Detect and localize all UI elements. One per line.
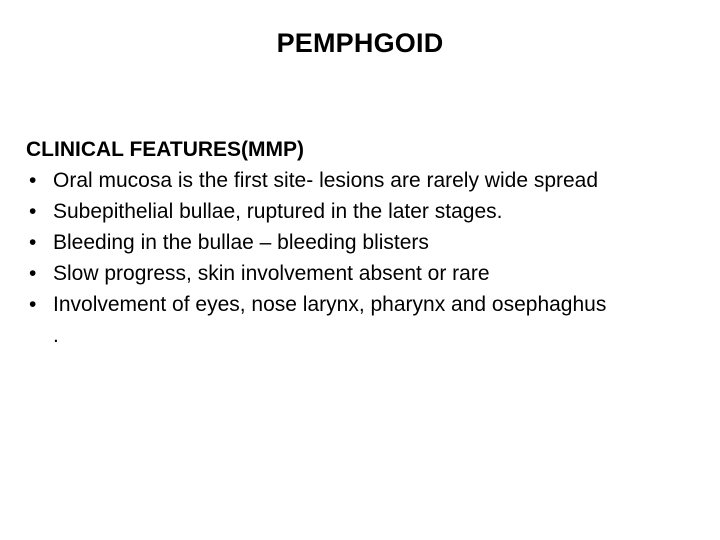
bullet-text: Bleeding in the bullae – bleeding blisters xyxy=(53,231,429,254)
bullet-text: Subepithelial bullae, ruptured in the later stages. xyxy=(53,200,503,223)
bullet-list xyxy=(26,165,718,351)
bullet-text: Involvement of eyes, nose larynx, pharynx and osephaghus . xyxy=(53,293,607,347)
bullet-dot-icon: • xyxy=(29,169,37,192)
bullet-item xyxy=(26,196,718,227)
bullet-text: Slow progress, skin involvement absent or rare xyxy=(53,262,490,285)
slide-title: PEMPHGOID xyxy=(276,28,444,58)
bullet-text: Oral mucosa is the first site- lesions are rarely wide spread xyxy=(53,169,599,192)
bullet-item xyxy=(26,258,718,289)
section-heading: CLINICAL FEATURES(MMP) xyxy=(26,138,305,161)
bullet-item xyxy=(26,289,613,351)
slide-content xyxy=(26,134,718,351)
bullet-item xyxy=(26,227,718,258)
bullet-item xyxy=(26,165,718,196)
bullet-dot-icon: • xyxy=(29,262,37,285)
bullet-dot-icon: • xyxy=(29,293,37,316)
bullet-dot-icon: • xyxy=(29,200,37,223)
bullet-dot-icon: • xyxy=(29,231,37,254)
